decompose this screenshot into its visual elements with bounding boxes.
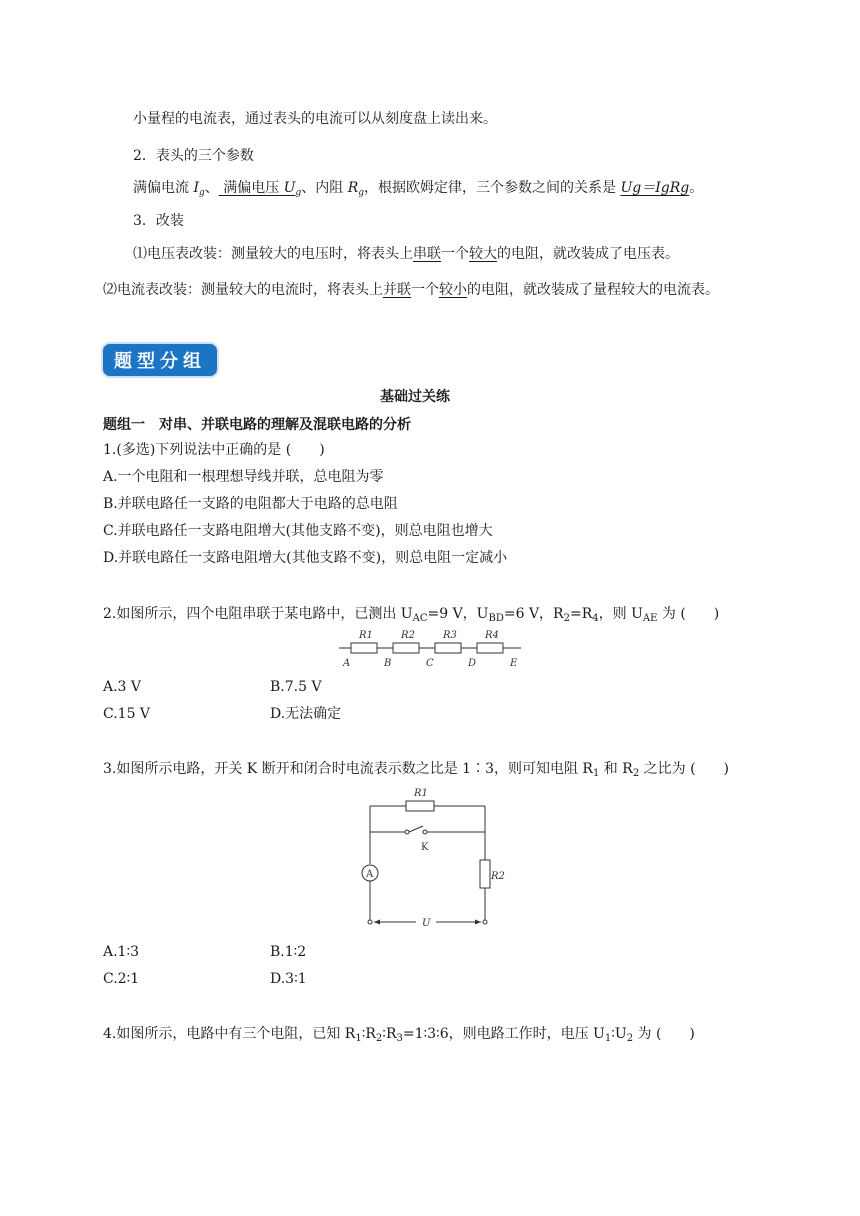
- node-d: D: [468, 658, 477, 669]
- node-a: A: [343, 658, 351, 669]
- q3-option-a: A.1∶3: [103, 944, 140, 960]
- q2-option-d: D.无法确定: [270, 706, 342, 722]
- r2-label: R2: [401, 630, 415, 641]
- q2-option-c: C.15 V: [103, 706, 151, 722]
- node-e: E: [510, 658, 518, 669]
- intro-line-1: 小量程的电流表，通过表头的电流可以从刻度盘上读出来。: [133, 111, 497, 127]
- svg-text:R4: [484, 630, 499, 641]
- q3-stem: 3.如图所示电路，开关 K 断开和闭合时电流表示数之比是 1∶3，则可知电阻 $R_1$ 和 $R_2$ 之比为 ( ): [103, 761, 730, 779]
- node-c: C: [426, 658, 434, 669]
- q3-option-d: D.3∶1: [270, 971, 307, 987]
- group-title: 题组一 对串、并联电路的理解及混联电路的分析: [103, 417, 411, 433]
- q3-option-b: B.1∶2: [270, 944, 307, 960]
- ammeter-icon: A: [366, 869, 374, 880]
- r1-label: R1: [359, 630, 373, 641]
- section-title: 基础过关练: [380, 389, 450, 405]
- full-voltage-underlined: 满偏电压 $U_g$: [223, 180, 302, 198]
- svg-text:R1: [358, 630, 373, 641]
- q1-stem: 1.(多选)下列说法中正确的是 ( ): [103, 442, 325, 458]
- q2-stem: 2.如图所示，四个电阻串联于某电路中，已测出 $U_{AC}=9$ V，$U_{BD}=6$ V，$R_2=R_4$，则 $U_{AE}$ 为 ( ): [103, 606, 720, 624]
- voltage-u-label: U: [422, 918, 431, 929]
- ammeter-conversion: ⑵电流表改装：测量较大的电流时，将表头上并联一个较小的电阻，就改装成了量程较大的电流表。: [103, 282, 719, 298]
- r1-label: R1: [414, 788, 428, 799]
- q2-option-b: B.7.5 V: [270, 679, 322, 695]
- ohm-formula: Ug＝IgRg: [620, 180, 690, 196]
- switch-k-label: K: [421, 842, 429, 853]
- q4-stem: 4.如图所示，电路中有三个电阻，已知 $R_1∶R_2∶R_3=1∶3∶6$，则电路工作时，电压 $U_1∶U_2$ 为 ( ): [103, 1026, 695, 1044]
- voltmeter-conversion: ⑴电压表改装：测量较大的电压时，将表头上串联一个较大的电阻，就改装成了电压表。: [133, 246, 679, 262]
- svg-text:R2: [400, 630, 415, 641]
- switch-circuit-diagram: [350, 784, 510, 932]
- r3-label: R3: [443, 630, 457, 641]
- q1-option-d: D.并联电路任一支路电阻增大(其他支路不变)，则总电阻一定减小: [103, 550, 508, 566]
- r2-label: R2: [491, 871, 505, 882]
- q3-option-c: C.2∶1: [103, 971, 140, 987]
- heading-2: 2．表头的三个参数: [133, 148, 254, 164]
- question-group-badge: 题型分组: [103, 344, 217, 376]
- svg-text:R3: [442, 630, 457, 641]
- heading-3: 3．改装: [133, 213, 184, 229]
- q1-option-c: C.并联电路任一支路电阻增大(其他支路不变)，则总电阻也增大: [103, 523, 493, 539]
- q1-option-b: B.并联电路任一支路的电阻都大于电路的总电阻: [103, 496, 398, 512]
- q1-option-a: A.一个电阻和一根理想导线并联，总电阻为零: [103, 469, 384, 485]
- q2-option-a: A.3 V: [103, 679, 142, 695]
- series-circuit-diagram: [335, 626, 525, 672]
- params-line: 满偏电流 $I_g$、 满偏电压 $U_g$、内阻 $R_g$，根据欧姆定律，三个参数之间的关系是 Ug＝IgRg。: [133, 180, 704, 198]
- r4-label: R4: [485, 630, 499, 641]
- node-b: B: [384, 658, 392, 669]
